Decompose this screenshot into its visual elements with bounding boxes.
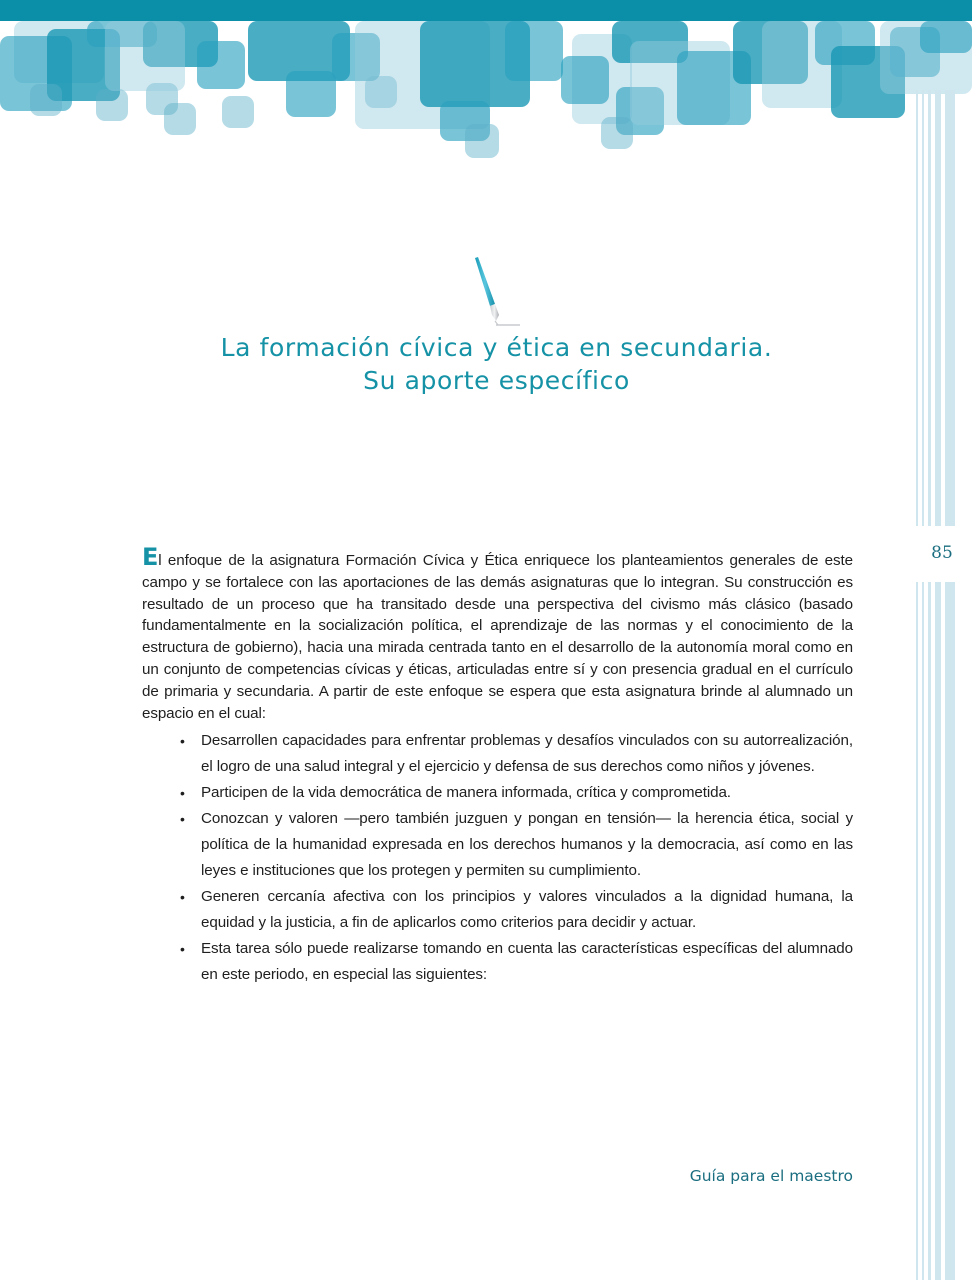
- decor-square: [164, 103, 196, 135]
- decor-square: [96, 89, 128, 121]
- list-item: [180, 884, 853, 936]
- page-title: [140, 331, 853, 397]
- list-item: [180, 806, 853, 884]
- intro-text: l enfoque de la asignatura Formación Cívica y Ética enriquece los planteamientos generales de este campo y se fortalece con las aportaciones de las demás asignaturas que lo integran. Su construcción es resultado de un proceso que ha transitado desde una perspectiva del civismo más clásico (basado fundamentalmente en la socialización política, el aprendizaje de las normas y el conocimiento de la estructura de gobierno), hacia una mirada centrada tanto en el desarrollo de la autonomía moral como en un conjunto de competencias cívicas y éticas, articuladas entre sí y con presencia gradual en el currículo de primaria y secundaria. A partir de este enfoque se espera que esta asignatura brinde al alumnado un espacio en el cual:: [142, 552, 853, 722]
- decor-square: [465, 124, 499, 158]
- title-line-1: La formación cívica y ética en secundaria.: [220, 333, 773, 362]
- list-item: [180, 780, 853, 806]
- bullet-icon: •: [180, 889, 185, 905]
- list-item: [180, 728, 853, 780]
- footer-book-title: Guía para el maestro: [689, 1167, 853, 1185]
- list-item-text: Desarrollen capacidades para enfrentar problemas y desafíos vinculados con su autorrealización, el logro de una salud integral y el ejercicio y defensa de sus derechos como niños y jóvenes.: [201, 732, 853, 775]
- drop-cap: E: [142, 543, 159, 571]
- decor-square: [105, 21, 185, 91]
- list-item-text: Generen cercanía afectiva con los principios y valores vinculados a la dignidad humana, la equidad y la justicia, a fin de aplicarlos como criterios para decidir y actuar.: [201, 888, 853, 931]
- bullet-icon: •: [180, 785, 185, 801]
- fountain-pen-icon: [468, 255, 528, 335]
- decor-square: [222, 96, 254, 128]
- list-item: [180, 936, 853, 988]
- decor-square: [505, 21, 563, 81]
- list-item-text: Esta tarea sólo puede realizarse tomando en cuenta las características específicas del alumnado en este periodo, en especial las siguientes:: [201, 940, 853, 983]
- bullet-icon: •: [180, 941, 185, 957]
- bullet-icon: •: [180, 733, 185, 749]
- decorative-banner: [0, 21, 972, 161]
- decor-square: [601, 117, 633, 149]
- bullet-icon: •: [180, 811, 185, 827]
- decorative-stripes-upper: [914, 90, 972, 526]
- decor-square: [30, 84, 62, 116]
- list-item-text: Participen de la vida democrática de manera informada, crítica y comprometida.: [201, 784, 731, 801]
- list-item-text: Conozcan y valoren —pero también juzguen y pongan en tensión— la herencia ética, social y política de la humanidad expresada en los derechos humanos y la democracia, así como en las leyes e instituciones que los protegen y permiten su cumplimiento.: [201, 810, 853, 879]
- header-bar: [0, 0, 972, 21]
- decorative-stripes-lower: [914, 582, 972, 1280]
- title-line-2: Su aporte específico: [363, 366, 630, 395]
- decor-square: [561, 56, 609, 104]
- intro-paragraph: [142, 543, 853, 724]
- decor-square: [197, 41, 245, 89]
- decor-square: [920, 21, 972, 53]
- decor-square: [286, 71, 336, 117]
- page-number: 85: [931, 543, 953, 563]
- bullet-list: [180, 728, 853, 988]
